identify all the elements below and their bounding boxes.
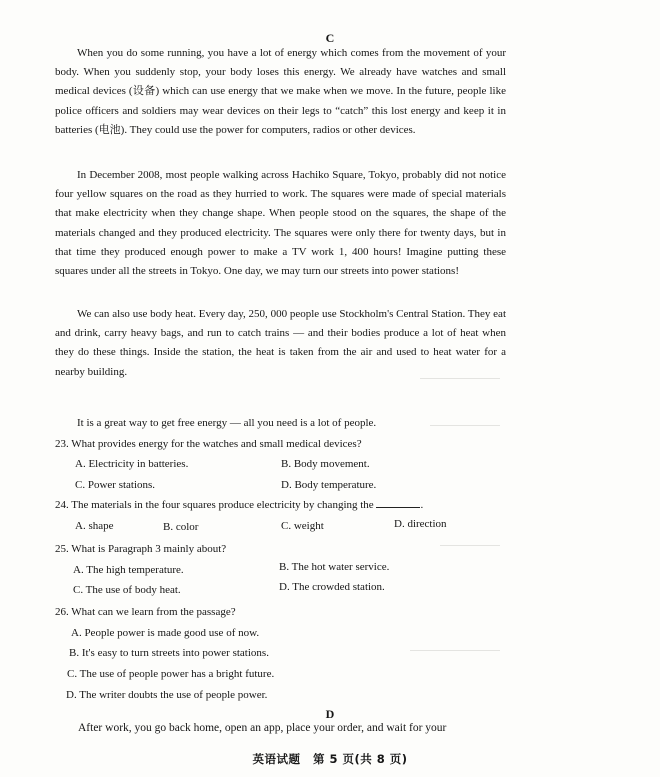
- scan-noise: [430, 425, 500, 426]
- question-24-option-d: D. direction: [394, 518, 447, 530]
- scan-noise: [440, 545, 500, 546]
- question-26-option-a: A. People power is made good use of now.: [71, 627, 260, 639]
- question-24-option-c: C. weight: [281, 520, 324, 532]
- passage-c-paragraph-2: In December 2008, most people walking across Hachiko Square, Tokyo, probably did not notice four yellow squares on the road as they hurried to work. The squares were made of special materials that make electricity when they change shape. When people stood on the squares, the shape of the materials changed and they produced electricity. The squares were only there for twenty days, but in that time they produced enough power to make a TV work 1, 400 hours! Imagine putting these squares under all the streets in Tokyo. One day, we may turn our streets into power stations!: [55, 169, 506, 278]
- passage-c-paragraph-4: It is a great way to get free energy — all you need is a lot of people.: [77, 417, 377, 429]
- question-24-stem-end: .: [420, 499, 424, 511]
- question-26-option-b: B. It's easy to turn streets into power stations.: [69, 647, 269, 659]
- footer-subject: 英语试题: [252, 752, 301, 766]
- section-c-heading: C: [325, 31, 335, 45]
- question-24-stem-text: 24. The materials in the four squares produce electricity by changing the: [55, 499, 374, 511]
- question-25-option-d: D. The crowded station.: [279, 581, 385, 593]
- question-24-option-a: A. shape: [75, 520, 114, 532]
- scan-noise: [420, 378, 500, 379]
- question-23-option-d: D. Body temperature.: [281, 479, 377, 491]
- question-23-stem: 23. What provides energy for the watches and small medical devices?: [55, 438, 362, 450]
- footer-page-number: 第 5 页(共 8 页): [312, 752, 408, 766]
- question-24-option-b: B. color: [163, 521, 199, 533]
- passage-c-paragraph-3: We can also use body heat. Every day, 250, 000 people use Stockholm's Central Station. They eat and drink, carry heavy bags, and run to catch trains — and their bodies produce a lot of heat when they do these things. Inside the station, the heat is taken from the air and used to heat water for a nearby building.: [55, 308, 506, 378]
- answer-blank: [376, 497, 420, 508]
- question-23-option-a: A. Electricity in batteries.: [75, 458, 189, 470]
- page-footer: [0, 751, 660, 767]
- passage-d-paragraph-1: After work, you go back home, open an app, place your order, and wait for your: [78, 722, 447, 734]
- question-23-option-b: B. Body movement.: [281, 458, 370, 470]
- question-26-option-c: C. The use of people power has a bright future.: [67, 668, 275, 680]
- question-26-stem: 26. What can we learn from the passage?: [55, 606, 236, 618]
- question-25-option-a: A. The high temperature.: [73, 564, 184, 576]
- question-25-option-b: B. The hot water service.: [279, 561, 390, 573]
- question-23-option-c: C. Power stations.: [75, 479, 156, 491]
- scan-noise: [410, 650, 500, 651]
- question-25-option-c: C. The use of body heat.: [73, 584, 181, 596]
- question-25-stem: 25. What is Paragraph 3 mainly about?: [55, 543, 227, 555]
- passage-c-paragraph-1: When you do some running, you have a lot of energy which comes from the movement of your body. When you suddenly stop, your body loses this energy. We already have watches and small medical devices (设备) which can use energy that we make when we move. In the future, people like police officers and soldiers may wear devices on their legs to “catch” this lost energy and keep it in batteries (电池). They could use the power for computers, radios or other devices.: [55, 47, 506, 136]
- section-d-heading: D: [325, 707, 335, 721]
- question-26-option-d: D. The writer doubts the use of people power.: [66, 689, 268, 701]
- question-24-stem: [55, 497, 506, 513]
